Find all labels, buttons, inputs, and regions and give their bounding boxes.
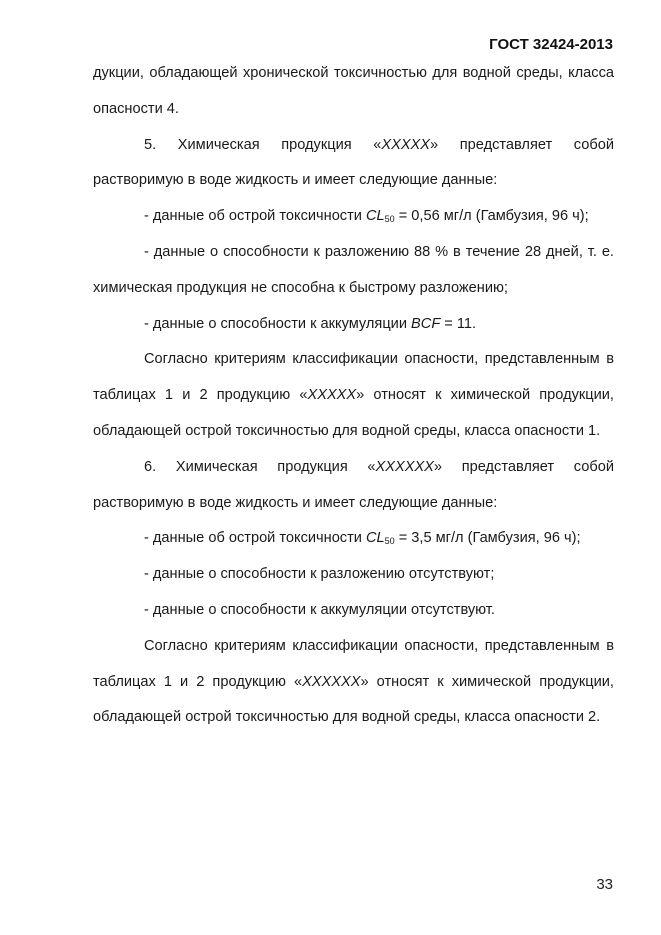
standard-header: ГОСТ 32424-2013 [489,36,613,53]
text-span: - данные об острой токсичности [144,208,366,225]
cl-subscript: 50 [384,214,395,225]
list-item-accumulation: - данные о способности к аккумуляции отсутствуют. [144,601,495,618]
page-number: 33 [596,876,613,893]
paragraph-classification [93,629,614,736]
text-span: » представляет собой растворимую в воде жидкость и имеет следующие данные: [93,458,614,511]
text-span: Согласно критериям классификации опасности, представленным в таблицах 1 и 2 продукцию « [93,351,614,404]
product-name: ХХХХХХ [375,458,434,475]
paragraph-continuation: дукции, обладающей хронической токсичностью для водной среды, класса опасности 4. [93,65,614,117]
list-item-accumulation [93,307,614,343]
text-span: » относят к химической продукции, обладающей острой токсичностью для водной среды, класса опасности 1. [93,387,614,439]
product-name: ХХХХХ [381,136,431,153]
paragraph-item-6 [93,450,614,522]
text-span: 6. Химическая продукция « [144,458,376,475]
text-span: = 11. [440,315,477,332]
paragraph-item-5 [93,128,614,200]
text-span: Согласно критериям классификации опасности, представленным в таблицах 1 и 2 продукцию « [93,637,614,690]
product-name: ХХХХХ [307,387,357,404]
text-span: - данные о способности к аккумуляции [144,315,412,332]
text-span: - данные об острой токсичности [144,530,366,547]
bcf-symbol: BCF [411,315,441,332]
product-name: ХХХХХХ [302,673,361,690]
body-text [93,56,614,736]
paragraph-classification [93,342,614,449]
list-item-degradation: - данные о способности к разложению 88 % в течение 28 дней, т. е. химическая продукция не способна к быстрому разложению; [93,243,614,296]
cl-subscript: 50 [384,536,395,547]
text-span: » представляет собой растворимую в воде жидкость и имеет следующие данные: [93,136,614,189]
list-item-degradation: - данные о способности к разложению отсутствуют; [144,566,495,583]
cl-symbol: CL [366,208,385,225]
list-item-toxicity [93,199,614,235]
text-span: » относят к химической продукции, обладающей острой токсичностью для водной среды, класса опасности 2. [93,673,614,726]
text-span: = 0,56 мг/л (Гамбузия, 96 ч); [394,208,589,225]
text-span: 5. Химическая продукция « [144,136,382,153]
cl-symbol: CL [366,530,385,547]
text-span: = 3,5 мг/л (Гамбузия, 96 ч); [394,530,581,547]
list-item-toxicity [93,521,614,557]
